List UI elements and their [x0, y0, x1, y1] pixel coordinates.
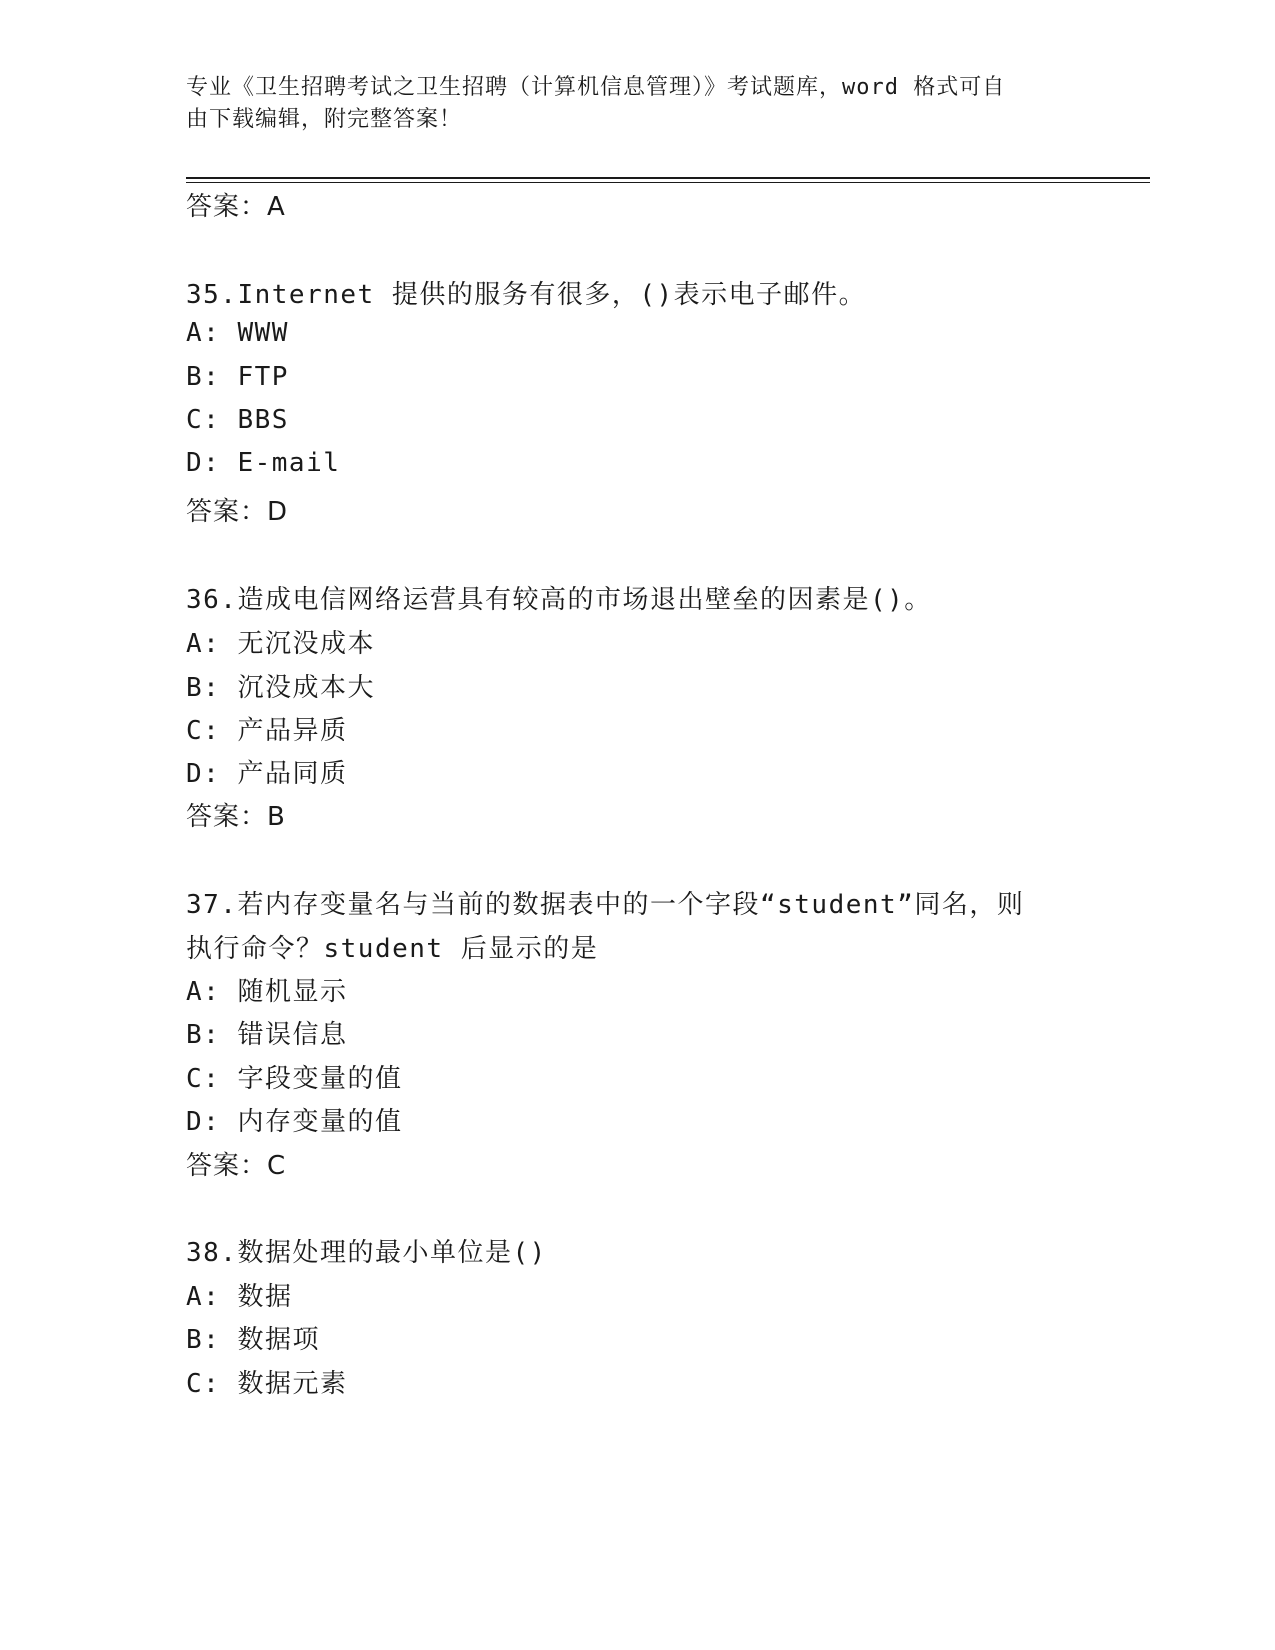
- option-b: B: 数据项: [186, 1325, 320, 1355]
- option-b: B: 沉没成本大: [186, 673, 375, 703]
- option-a: A: 无沉没成本: [186, 629, 375, 659]
- answer-line: 答案：D: [186, 497, 289, 527]
- document-header: [186, 72, 1066, 136]
- question-stem: 37.若内存变量名与当前的数据表中的一个字段“student”同名，则: [186, 890, 1025, 920]
- question-stem: 36.造成电信网络运营具有较高的市场退出壁垒的因素是()。: [186, 585, 932, 615]
- option-d: D: 产品同质: [186, 759, 348, 789]
- option-c: C: 数据元素: [186, 1369, 348, 1399]
- option-b: B: 错误信息: [186, 1020, 348, 1050]
- answer-line: 答案：A: [186, 192, 286, 222]
- option-a: A: 数据: [186, 1282, 293, 1312]
- option-c: C: BBS: [186, 405, 289, 435]
- option-b: B: FTP: [186, 362, 289, 392]
- option-d: D: 内存变量的值: [186, 1107, 403, 1137]
- option-a: A: WWW: [186, 318, 289, 348]
- option-c: C: 字段变量的值: [186, 1064, 403, 1094]
- option-a: A: 随机显示: [186, 977, 348, 1007]
- question-stem: 38.数据处理的最小单位是(): [186, 1238, 547, 1268]
- header-divider-thick: [186, 177, 1150, 179]
- question-stem-continued: 执行命令？student 后显示的是: [186, 934, 599, 964]
- header-line-1: 专业《卫生招聘考试之卫生招聘（计算机信息管理）》考试题库，word 格式可自: [186, 75, 1006, 100]
- option-c: C: 产品异质: [186, 716, 348, 746]
- header-divider-thin: [186, 182, 1150, 183]
- header-line-2: 由下载编辑，附完整答案！: [186, 107, 463, 132]
- answer-line: 答案：B: [186, 802, 286, 832]
- question-stem: 35.Internet 提供的服务有很多，()表示电子邮件。: [186, 280, 867, 310]
- answer-line: 答案：C: [186, 1151, 287, 1181]
- option-d: D: E-mail: [186, 448, 341, 478]
